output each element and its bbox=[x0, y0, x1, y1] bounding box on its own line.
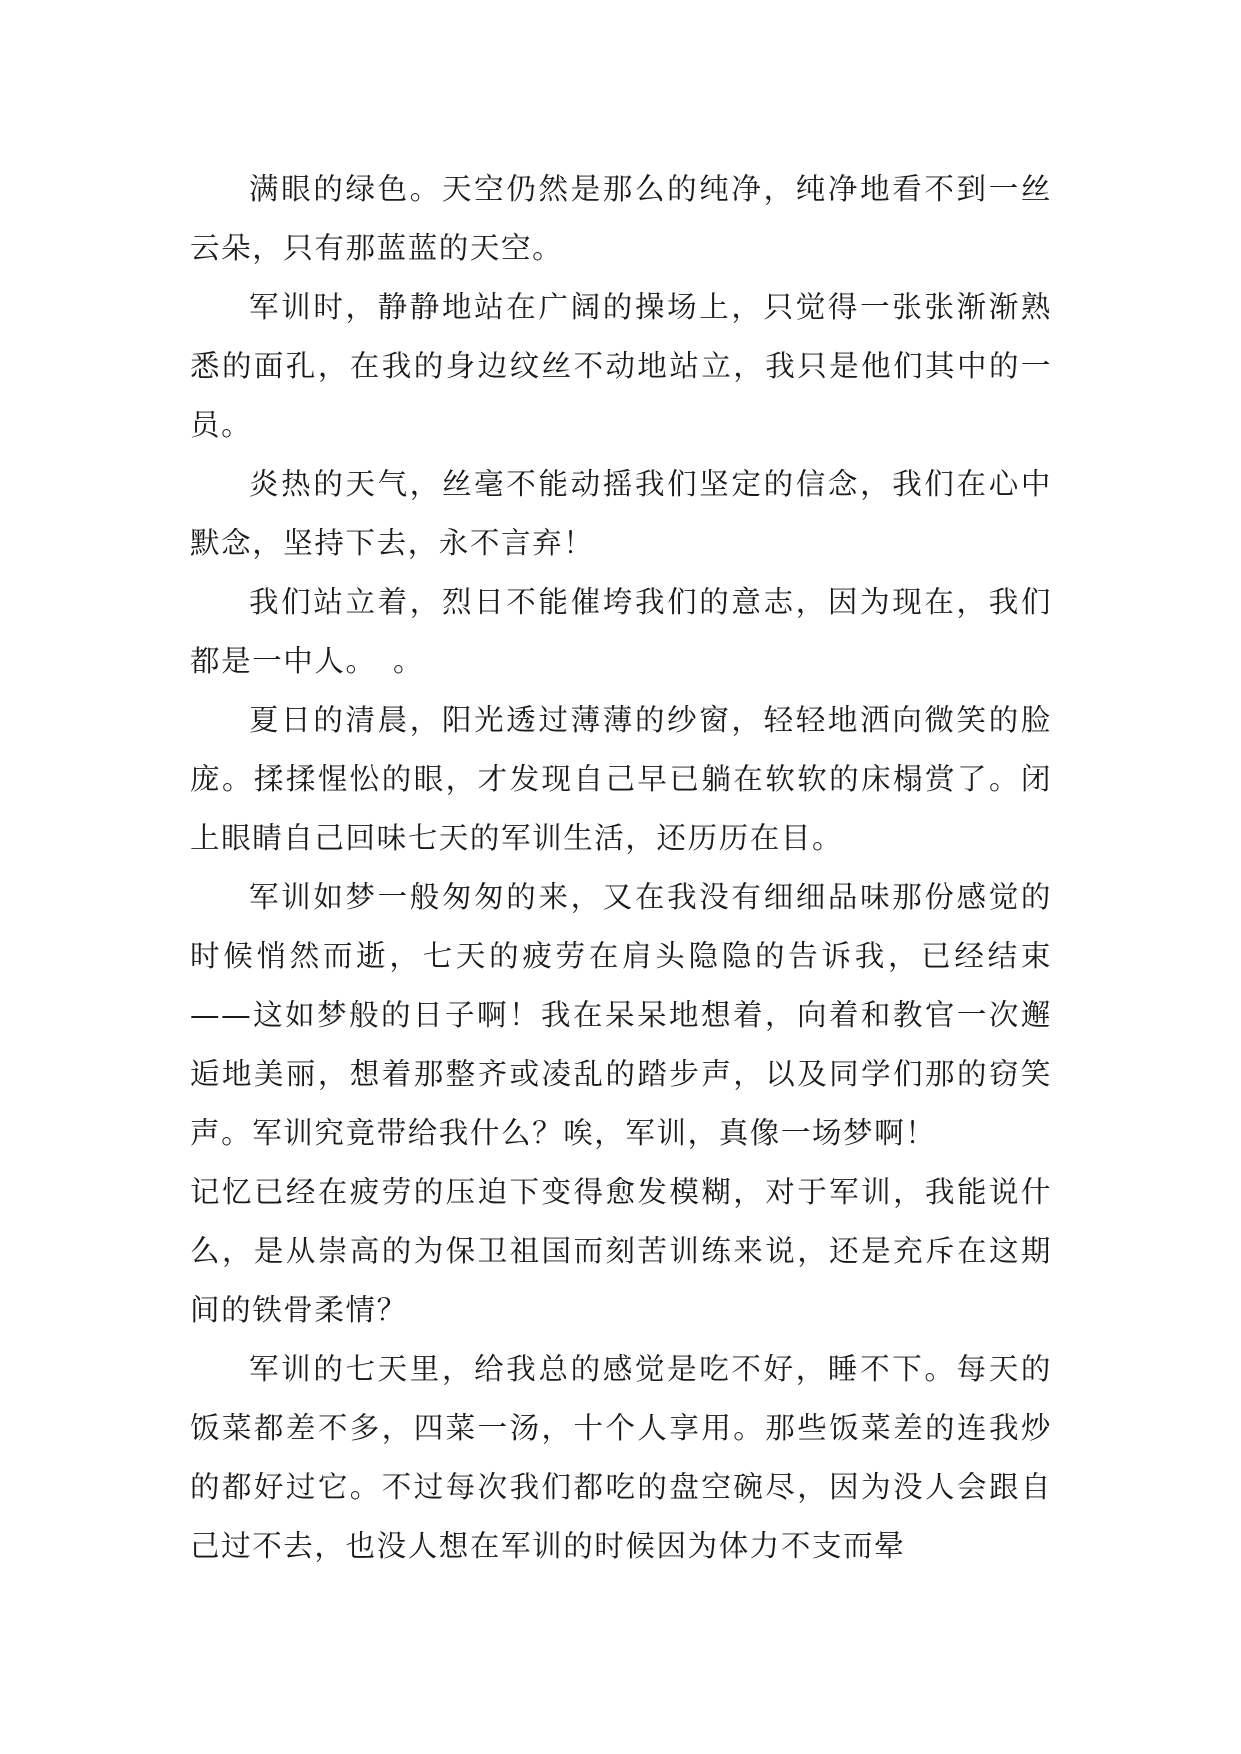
paragraph: 军训如梦一般匆匆的来，又在我没有细细品味那份感觉的时候悄然而逝，七天的疲劳在肩头隐隐的告诉我，已经结束——这如梦般的日子啊！我在呆呆地想着，向着和教官一次邂逅地美丽，想着那整齐或凌乱的踏步声，以及同学们那的窃笑声。军训究竟带给我什么？唉，军训，真像一场梦啊！ bbox=[190, 880, 1052, 1150]
paragraph: 军训时，静静地站在广阔的操场上，只觉得一张张渐渐熟悉的面孔，在我的身边纹丝不动地站立，我只是他们其中的一员。 bbox=[190, 290, 1052, 442]
paragraph: 夏日的清晨，阳光透过薄薄的纱窗，轻轻地洒向微笑的脸庞。揉揉惺忪的眼，才发现自己早已躺在软软的床榻赏了。闭上眼睛自己回味七天的军训生活，还历历在目。 bbox=[190, 703, 1052, 855]
paragraph: 炎热的天气，丝毫不能动摇我们坚定的信念，我们在心中默念，坚持下去，永不言弃！ bbox=[190, 467, 1052, 560]
paragraph: 满眼的绿色。天空仍然是那么的纯净，纯净地看不到一丝云朵，只有那蓝蓝的天空。 bbox=[190, 172, 1052, 265]
document-body bbox=[190, 160, 1052, 1576]
paragraph: 我们站立着，烈日不能催垮我们的意志，因为现在，我们都是一中人。 。 bbox=[190, 585, 1052, 678]
paragraph: 军训的七天里，给我总的感觉是吃不好，睡不下。每天的饭菜都差不多，四菜一汤，十个人享用。那些饭菜差的连我炒的都好过它。不过每次我们都吃的盘空碗尽，因为没人会跟自己过不去，也没人想在军训的时候因为体力不支而晕 bbox=[190, 1352, 1052, 1563]
paragraph: 记忆已经在疲劳的压迫下变得愈发模糊，对于军训，我能说什么，是从崇高的为保卫祖国而刻苦训练来说，还是充斥在这期间的铁骨柔情？ bbox=[190, 1175, 1052, 1327]
